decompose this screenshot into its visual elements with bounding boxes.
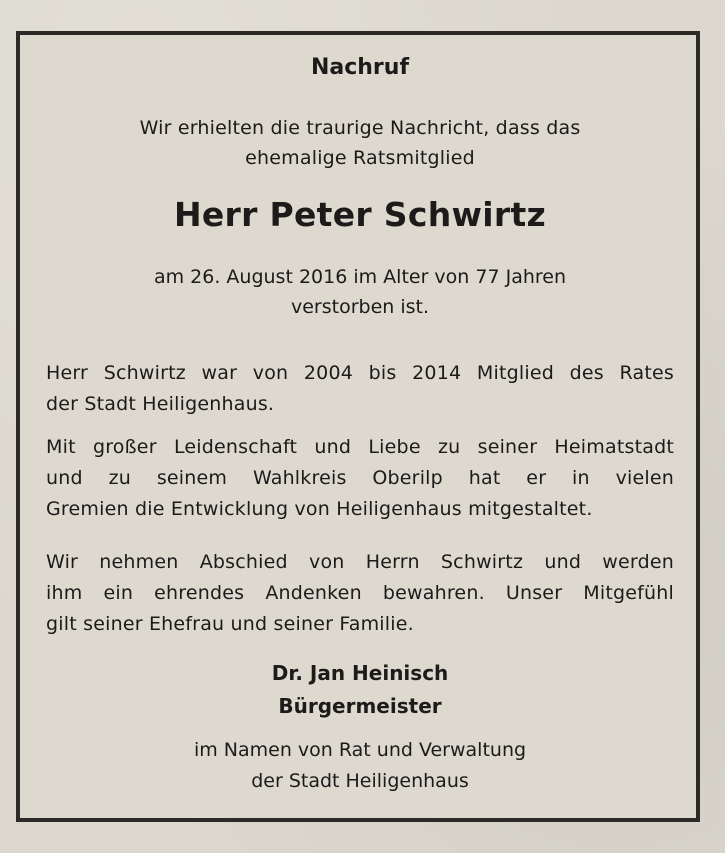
paragraph-line: Herr Schwirtz war von 2004 bis 2014 Mitglied des Rates	[46, 362, 674, 384]
signatory-title: Bürgermeister	[278, 694, 442, 718]
paragraph-line: der Stadt Heiligenhaus.	[46, 393, 275, 415]
signatory-name: Dr. Jan Heinisch	[271, 661, 449, 685]
paragraph-line: Wir nehmen Abschied von Herrn Schwirtz und werden	[46, 551, 674, 573]
paragraph-farewell	[46, 547, 674, 640]
paragraph-dedication	[46, 432, 674, 525]
paragraph-line: ihm ein ehrendes Andenken bewahren. Unser Mitgefühl	[46, 582, 674, 604]
paragraph-line: gilt seiner Ehefrau und seiner Familie.	[46, 613, 414, 635]
death-line-1: am 26. August 2016 im Alter von 77 Jahren	[153, 266, 567, 288]
paragraph-line: Gremien die Entwicklung von Heiligenhaus mitgestaltet.	[46, 498, 593, 520]
intro-line-1: Wir erhielten die traurige Nachricht, dass das	[139, 117, 581, 139]
death-info	[46, 262, 674, 322]
on-behalf-text	[46, 735, 674, 797]
intro-text	[46, 113, 674, 173]
paragraph-line: und zu seinem Wahlkreis Oberilp hat er in vielen	[46, 467, 674, 489]
paragraph-council-membership	[46, 358, 674, 420]
on-behalf-line-1: im Namen von Rat und Verwaltung	[193, 739, 527, 761]
obituary-frame	[16, 31, 700, 822]
intro-line-2: ehemalige Ratsmitglied	[245, 147, 475, 169]
deceased-name: Herr Peter Schwirtz	[173, 195, 547, 234]
on-behalf-line-2: der Stadt Heiligenhaus	[251, 770, 469, 792]
obituary-content	[46, 35, 674, 818]
obituary-heading: Nachruf	[310, 55, 410, 80]
death-line-2: verstorben ist.	[290, 296, 430, 318]
paragraph-line: Mit großer Leidenschaft und Liebe zu seiner Heimatstadt	[46, 436, 674, 458]
